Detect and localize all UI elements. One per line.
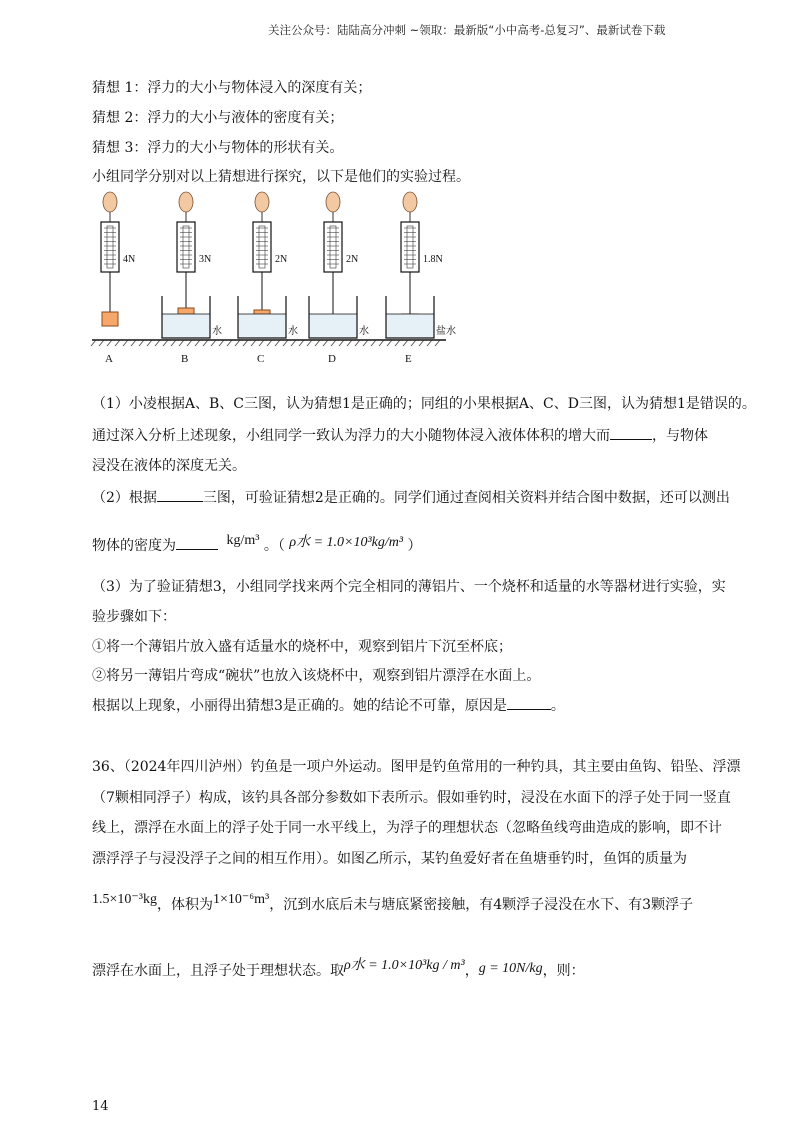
table-hatch: [235, 340, 240, 346]
table-hatch: [299, 340, 304, 346]
q36-line-6: [92, 958, 585, 982]
table-hatch: [91, 340, 96, 346]
table-hatch: [171, 340, 176, 346]
hand-icon: [255, 192, 269, 212]
liquid: [238, 314, 286, 338]
q1-line-3: 浸没在液体的深度无关。: [92, 458, 246, 474]
table-hatch: [307, 340, 312, 346]
q1-line-2: [92, 425, 708, 446]
table-hatch: [339, 340, 344, 346]
table-hatch: [331, 340, 336, 346]
table-hatch: [187, 340, 192, 346]
hypothesis-3: 猜想 3：浮力的大小与物体的形状有关。: [92, 140, 344, 156]
q36-text-d: ，: [464, 963, 479, 979]
liquid-label: 水: [288, 326, 298, 337]
table-hatch: [395, 340, 400, 346]
liquid: [386, 314, 434, 338]
hand-icon: [403, 192, 417, 212]
scale-reading: 2N: [275, 254, 288, 265]
liquid-label: 水: [359, 326, 369, 337]
table-hatch: [227, 340, 232, 346]
q3-step-2: ②将另一薄铝片弯成“碗状”也放入该烧杯中，观察到铝片漂浮在水面上。: [92, 668, 541, 684]
answer-blank-3[interactable]: [176, 535, 218, 550]
gravity-constant: g = 10N/kg: [478, 961, 543, 976]
q1-line-1: （1）小凌根据A、B、C三图，认为猜想1是正确的；同组的小果根据A、C、D三图，认为猜想1是错误的。: [92, 396, 756, 412]
setup-letter: D: [328, 353, 336, 365]
bait-mass: 1.5×10⁻³kg: [92, 892, 157, 907]
table-hatch: [411, 340, 416, 346]
hand-icon: [103, 192, 117, 212]
liquid-label: 盐水: [436, 326, 456, 337]
q1-text-a: 通过深入分析上述现象，小组同学一致认为浮力的大小随物体浸入液体体积的增大而: [92, 428, 610, 444]
table-hatch: [435, 340, 440, 346]
metal-block: [102, 312, 118, 326]
intro-text: 小组同学分别对以上猜想进行探究，以下是他们的实验过程。: [92, 169, 470, 185]
table-hatch: [251, 340, 256, 346]
scale-reading: 4N: [123, 254, 136, 265]
scale-reading: 2N: [346, 254, 359, 265]
table-hatch: [427, 340, 432, 346]
table-hatch: [219, 340, 224, 346]
q2-line-2: [92, 535, 422, 557]
table-hatch: [379, 340, 384, 346]
q36-line-2: （7颗相同浮子）构成，该钓具各部分参数如下表所示。假如垂钓时，浸没在水面下的浮子处于同一竖直: [92, 790, 731, 806]
table-hatch: [99, 340, 104, 346]
hypothesis-2: 猜想 2：浮力的大小与液体的密度有关；: [92, 110, 344, 126]
q36-text-c: 漂浮在水面上，且浮子处于理想状态。取: [92, 963, 344, 979]
table-hatch: [195, 340, 200, 346]
liquid: [162, 314, 210, 338]
q36-line-1: 36、（2024年四川泸州）钓鱼是一项户外运动。图甲是钓鱼常用的一种钓具，其主要由鱼钩、铅坠、浮漂: [92, 759, 741, 775]
table-hatch: [403, 340, 408, 346]
q36-text-b: ，沉到水底后未与塘底紧密接触，有4颗浮子浸没在水下、有3颗浮子: [269, 897, 694, 913]
q2-line-1: [92, 487, 730, 508]
table-hatch: [139, 340, 144, 346]
hand-icon: [326, 192, 340, 212]
setup-letter: B: [181, 353, 189, 365]
q2-text-b: 三图，可验证猜想2是正确的。同学们通过查阅相关资料并结合图中数据，还可以测出: [202, 490, 730, 506]
q3-line-2: 验步骤如下：: [92, 609, 176, 625]
table-hatch: [131, 340, 136, 346]
table-hatch: [147, 340, 152, 346]
q2-text-a2: 物体的密度为: [92, 538, 176, 554]
q3-line-1: （3）为了验证猜想3，小组同学找来两个完全相同的薄铝片、一个烧杯和适量的水等器材进行实验，实: [92, 579, 726, 595]
table-hatch: [179, 340, 184, 346]
table-hatch: [107, 340, 112, 346]
table-hatch: [323, 340, 328, 346]
hand-icon: [179, 192, 193, 212]
table-hatch: [123, 340, 128, 346]
q3-line-3: [92, 695, 565, 716]
q2-text-c2: ）: [407, 538, 422, 554]
liquid: [309, 314, 357, 338]
q2-text-b2: 。（: [263, 538, 285, 554]
water-density-formula: ρ水 = 1.0×10³kg/m³: [289, 535, 404, 550]
table-hatch: [371, 340, 376, 346]
q1-text-b: ，与物体: [652, 428, 708, 444]
table-hatch: [419, 340, 424, 346]
table-hatch: [355, 340, 360, 346]
setup-letter: A: [105, 353, 113, 365]
table-hatch: [203, 340, 208, 346]
experiment-figure: [90, 192, 460, 372]
q2-text-a: （2）根据: [92, 490, 157, 506]
answer-blank-1[interactable]: [610, 425, 652, 440]
answer-blank-4[interactable]: [507, 695, 551, 710]
table-hatch: [315, 340, 320, 346]
hypothesis-1: 猜想 1：浮力的大小与物体浸入的深度有关；: [92, 80, 372, 96]
table-hatch: [347, 340, 352, 346]
q3-text-a: 根据以上现象，小丽得出猜想3是正确的。她的结论不可靠，原因是: [92, 698, 507, 714]
setup-letter: E: [405, 353, 412, 365]
table-hatch: [291, 340, 296, 346]
table-hatch: [275, 340, 280, 346]
page-header: 关注公众号：陆陆高分冲刺 ~领取：最新版“小中高考-总复习”、最新试卷下载: [268, 23, 666, 37]
page-number: 14: [92, 1099, 109, 1114]
q3-step-1: ①将一个薄铝片放入盛有适量水的烧杯中，观察到铝片下沉至杯底；: [92, 639, 512, 655]
table-hatch: [115, 340, 120, 346]
q36-line-4: 漂浮浮子与浸没浮子之间的相互作用）。如图乙所示，某钓鱼爱好者在鱼塘垂钓时，鱼饵的质量为: [92, 851, 687, 867]
q3-text-b: 。: [550, 698, 565, 714]
table-hatch: [387, 340, 392, 346]
table-hatch: [211, 340, 216, 346]
liquid-label: 水: [212, 326, 222, 337]
q36-line-3: 线上，漂浮在水面上的浮子处于同一水平线上，为浮子的理想状态（忽略鱼线弯曲造成的影响，即不计: [92, 820, 722, 836]
q36-text-e: ，则：: [542, 963, 585, 979]
experiment-illustration: [90, 192, 460, 372]
scale-reading: 3N: [199, 254, 212, 265]
q36-text-a: ，体积为: [156, 897, 213, 913]
table-hatch: [283, 340, 288, 346]
water-density-formula-2: ρ水 = 1.0×10³kg / m³: [344, 958, 465, 973]
scale-reading: 1.8N: [423, 254, 443, 265]
q36-line-5: [92, 892, 694, 916]
table-hatch: [363, 340, 368, 346]
setup-letter: C: [257, 353, 265, 365]
table-hatch: [259, 340, 264, 346]
table-hatch: [163, 340, 168, 346]
density-unit: kg/m³: [226, 533, 260, 548]
table-hatch: [243, 340, 248, 346]
table-hatch: [267, 340, 272, 346]
bait-volume: 1×10⁻⁶m³: [212, 892, 270, 907]
answer-blank-2[interactable]: [157, 487, 203, 502]
table-hatch: [155, 340, 160, 346]
